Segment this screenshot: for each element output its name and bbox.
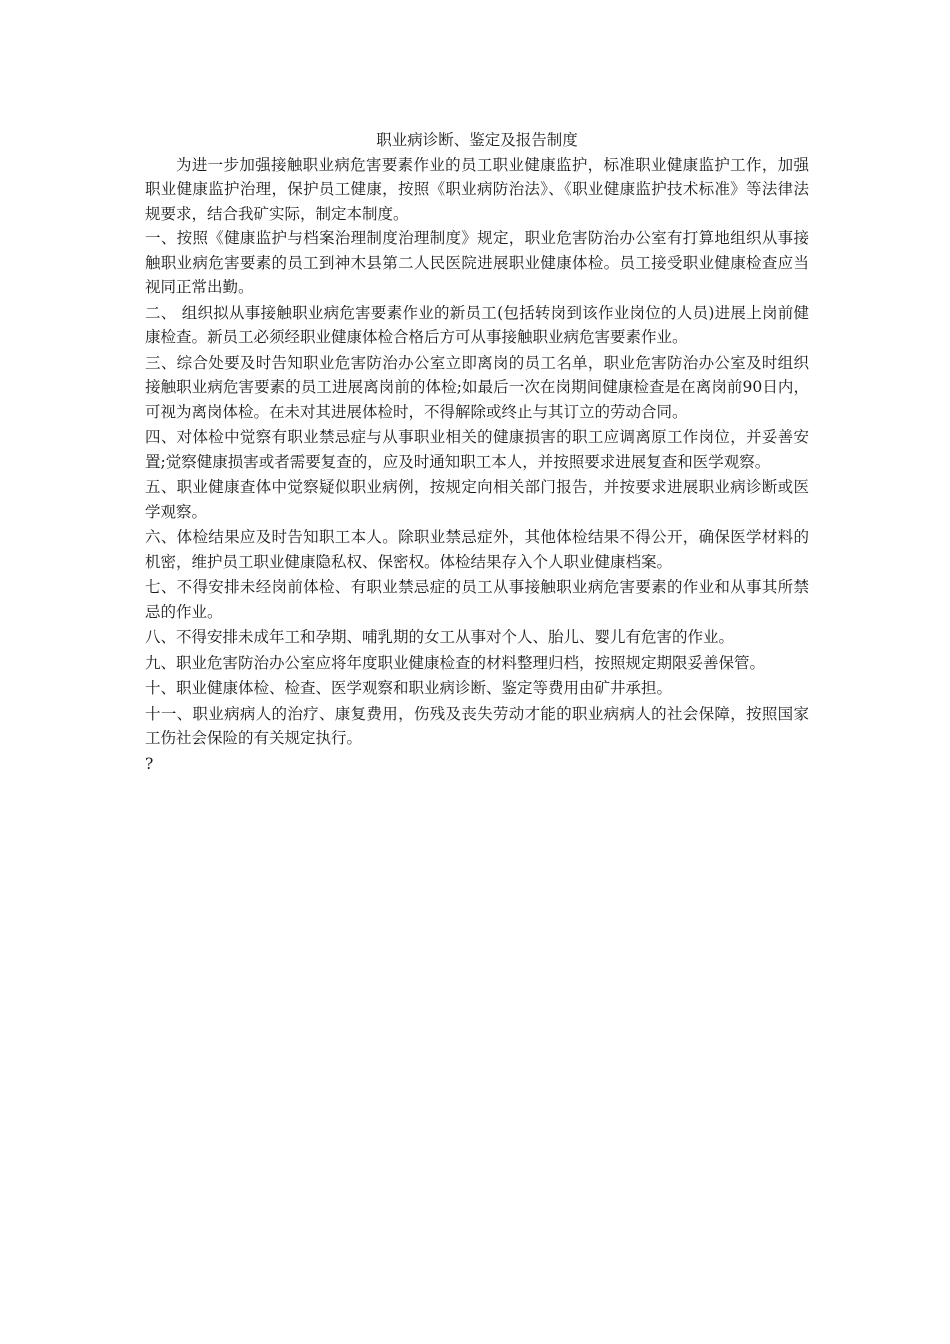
clause-8: 八、不得安排未成年工和孕期、哺乳期的女工从事对个人、胎儿、婴儿有危害的作业。 xyxy=(145,628,735,646)
clause-9: 九、职业危害防治办公室应将年度职业健康检查的材料整理归档，按照规定期限妥善保管。 xyxy=(145,653,766,672)
clause-10: 十、职业健康体检、检查、医学观察和职业病诊断、鉴定等费用由矿井承担。 xyxy=(145,679,673,697)
document-body xyxy=(145,128,809,776)
document-title: 职业病诊断、鉴定及报告制度 xyxy=(376,131,578,149)
clause-1: 一、按照《健康监护与档案治理制度治理制度》规定，职业危害防治办公室有打算地组织从事接触职业病危害要素的员工到神木县第二人民医院进展职业健康体检。员工接受职业健康检查应当视同正常出勤。 xyxy=(145,229,809,296)
intro-paragraph: 为进一步加强接触职业病危害要素作业的员工职业健康监护，标准职业健康监护工作，加强职业健康监护治理，保护员工健康，按照《职业病防治法》、《职业健康监护技术标准》等法律法规要求，结合我矿实际，制定本制度。 xyxy=(145,155,809,223)
trailing-mark: ? xyxy=(145,754,154,773)
clause-2: 二、 组织拟从事接触职业病危害要素作业的新员工(包括转岗到该作业岗位的人员)进展上岗前健康检查。新员工必须经职业健康体检合格后方可从事接触职业病危害要素作业。 xyxy=(145,303,809,346)
clause-11: 十一、职业病病人的治疗、康复费用，伤残及丧失劳动才能的职业病病人的社会保障，按照国家工伤社会保险的有关规定执行。 xyxy=(145,704,809,747)
clause-3: 三、综合处要及时告知职业危害防治办公室立即离岗的员工名单，职业危害防治办公室及时组织接触职业病危害要素的员工进展离岗前的体检;如最后一次在岗期间健康检查是在离岗前90日内，可视为离岗体检。在未对其进展体检时，不得解除或终止与其订立的劳动合同。 xyxy=(145,353,809,421)
clause-5: 五、职业健康查体中觉察疑似职业病例，按规定向相关部门报告，并按要求进展职业病诊断或医学观察。 xyxy=(145,478,809,521)
clause-4: 四、对体检中觉察有职业禁忌症与从事职业相关的健康损害的职工应调离原工作岗位，并妥善安置;觉察健康损害或者需要复查的，应及时通知职工本人，并按照要求进展复查和医学观察。 xyxy=(145,428,809,471)
clause-6: 六、体检结果应及时告知职工本人。除职业禁忌症外，其他体检结果不得公开，确保医学材料的机密，维护员工职业健康隐私权、保密权。体检结果存入个人职业健康档案。 xyxy=(145,528,809,571)
clause-7: 七、不得安排未经岗前体检、有职业禁忌症的员工从事接触职业病危害要素的作业和从事其所禁忌的作业。 xyxy=(145,578,809,621)
